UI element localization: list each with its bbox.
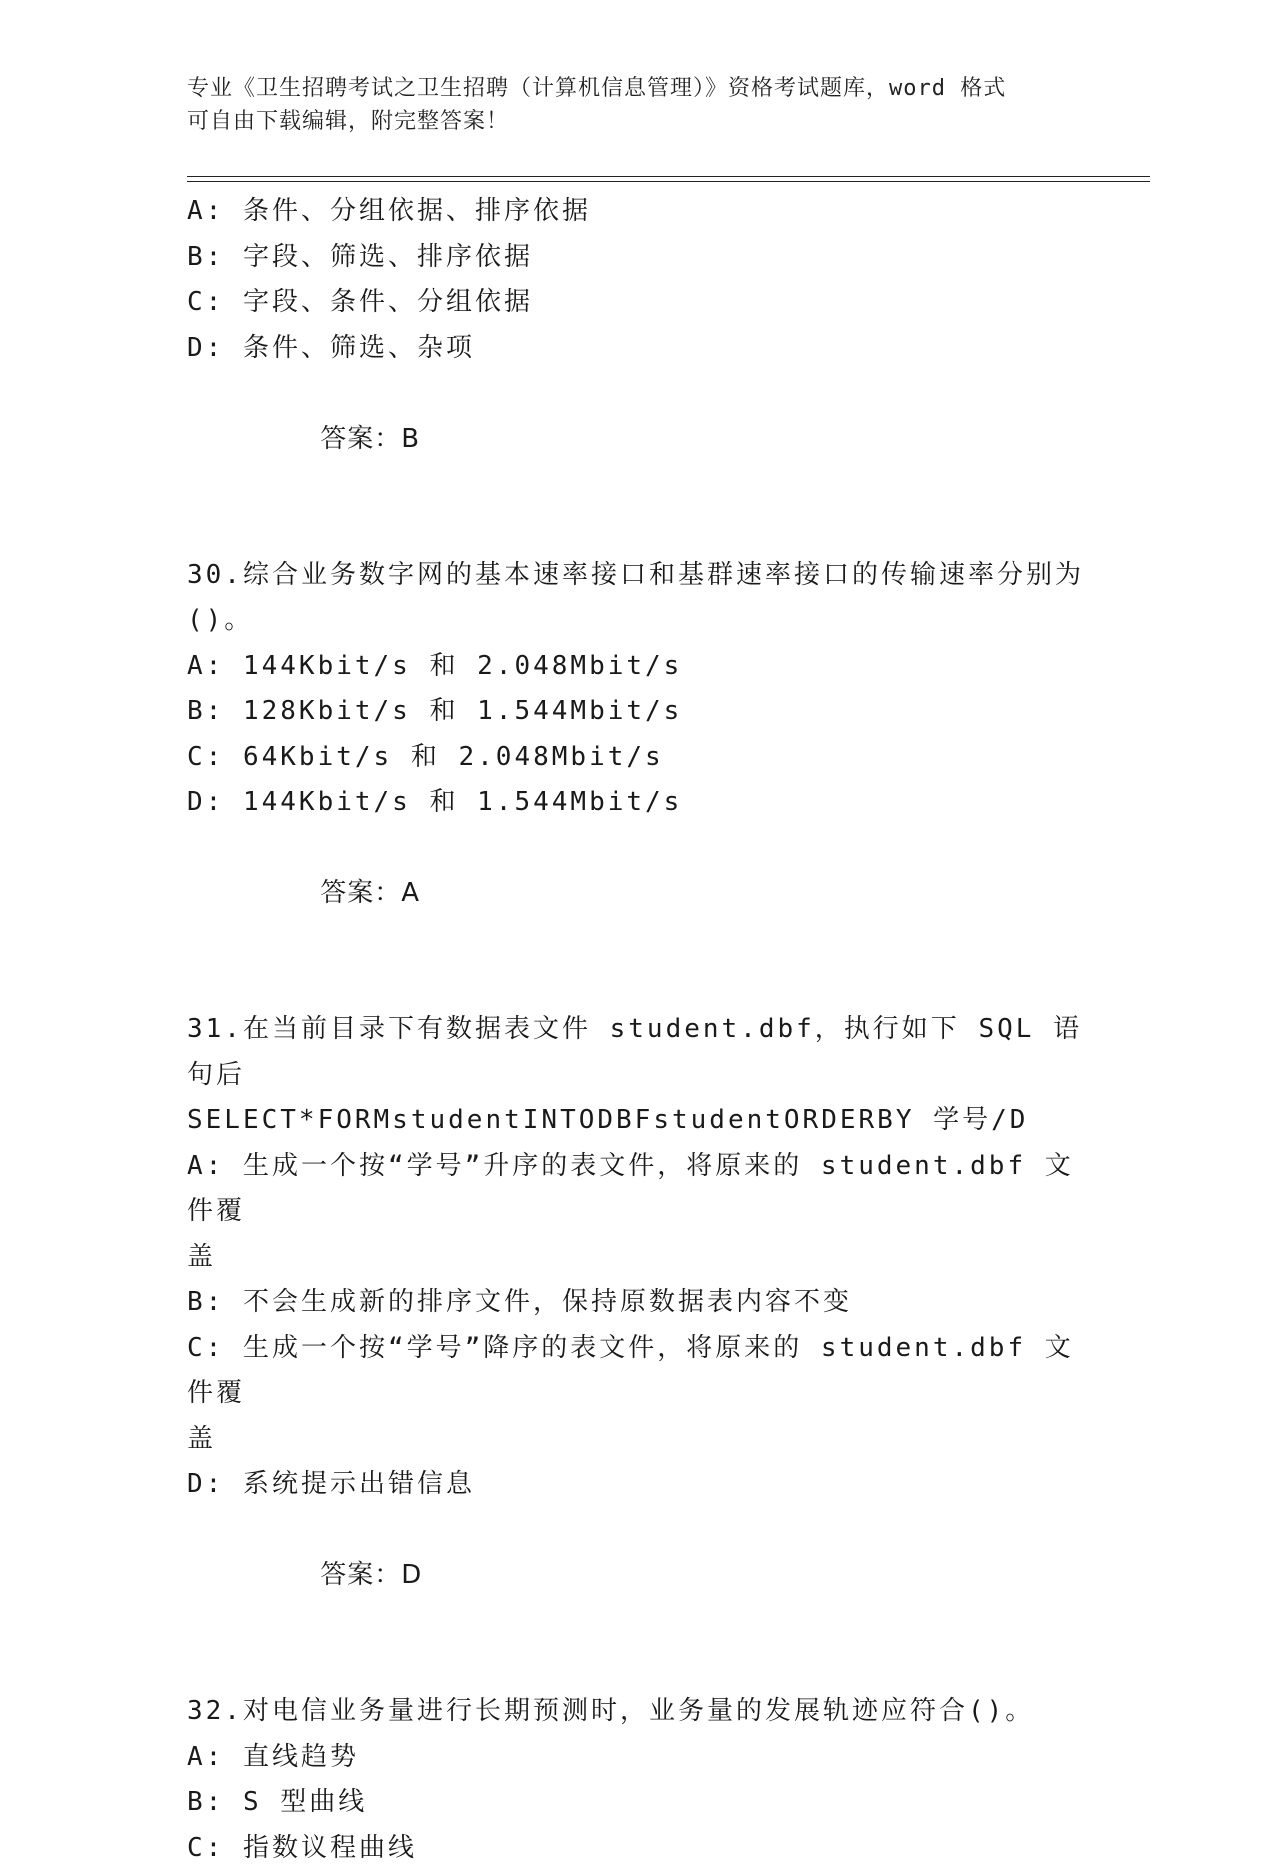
option-b: B: S 型曲线	[187, 1780, 1087, 1826]
question-stem: 31.在当前目录下有数据表文件 student.dbf，执行如下 SQL 语句后	[187, 1007, 1087, 1098]
header-line-1: 专业《卫生招聘考试之卫生招聘（计算机信息管理）》资格考试题库，word 格式	[187, 72, 1067, 105]
answer-label: 答案：	[320, 1560, 401, 1590]
document-body	[187, 189, 1087, 1871]
spacer	[187, 1644, 1087, 1689]
answer-value: D	[401, 1560, 422, 1590]
question-stem: 30.综合业务数字网的基本速率接口和基群速率接口的传输速率分别为	[187, 553, 1087, 599]
answer-value: A	[401, 878, 420, 908]
question-stem-cont: ()。	[187, 598, 1087, 644]
question-31	[187, 1007, 1087, 1644]
option-d: D: 系统提示出错信息	[187, 1462, 1087, 1508]
question-32	[187, 1689, 1087, 1871]
option-c-cont: 盖	[187, 1417, 1087, 1463]
option-b: B: 不会生成新的排序文件，保持原数据表内容不变	[187, 1280, 1087, 1326]
option-a: A: 条件、分组依据、排序依据	[187, 189, 1087, 235]
option-a: A: 直线趋势	[187, 1735, 1087, 1781]
answer-label: 答案：	[320, 878, 401, 908]
answer-label: 答案：	[320, 424, 401, 454]
header-rule-bottom	[187, 181, 1150, 182]
question-29	[187, 189, 1087, 508]
option-a: A: 生成一个按“学号”升序的表文件，将原来的 student.dbf 文件覆	[187, 1144, 1087, 1235]
option-c: C: 64Kbit/s 和 2.048Mbit/s	[187, 735, 1087, 781]
option-d: D: 144Kbit/s 和 1.544Mbit/s	[187, 780, 1087, 826]
spacer	[187, 962, 1087, 1007]
option-c: C: 字段、条件、分组依据	[187, 280, 1087, 326]
option-b: B: 字段、筛选、排序依据	[187, 235, 1087, 281]
option-c: C: 指数议程曲线	[187, 1826, 1087, 1871]
answer-line	[187, 1508, 1087, 1645]
option-c: C: 生成一个按“学号”降序的表文件，将原来的 student.dbf 文件覆	[187, 1326, 1087, 1417]
header-line-2: 可自由下载编辑，附完整答案！	[187, 105, 1067, 138]
option-a: A: 144Kbit/s 和 2.048Mbit/s	[187, 644, 1087, 690]
header-rule-top	[187, 176, 1150, 177]
answer-line	[187, 826, 1087, 963]
question-stem: 32.对电信业务量进行长期预测时，业务量的发展轨迹应符合()。	[187, 1689, 1087, 1735]
option-a-cont: 盖	[187, 1235, 1087, 1281]
answer-line	[187, 371, 1087, 508]
question-30	[187, 553, 1087, 963]
spacer	[187, 508, 1087, 553]
option-d: D: 条件、筛选、杂项	[187, 326, 1087, 372]
answer-value: B	[401, 424, 420, 454]
document-header	[187, 72, 1067, 138]
question-stem-cont: SELECT*FORMstudentINTODBFstudentORDERBY 学号/D	[187, 1098, 1087, 1144]
option-b: B: 128Kbit/s 和 1.544Mbit/s	[187, 689, 1087, 735]
